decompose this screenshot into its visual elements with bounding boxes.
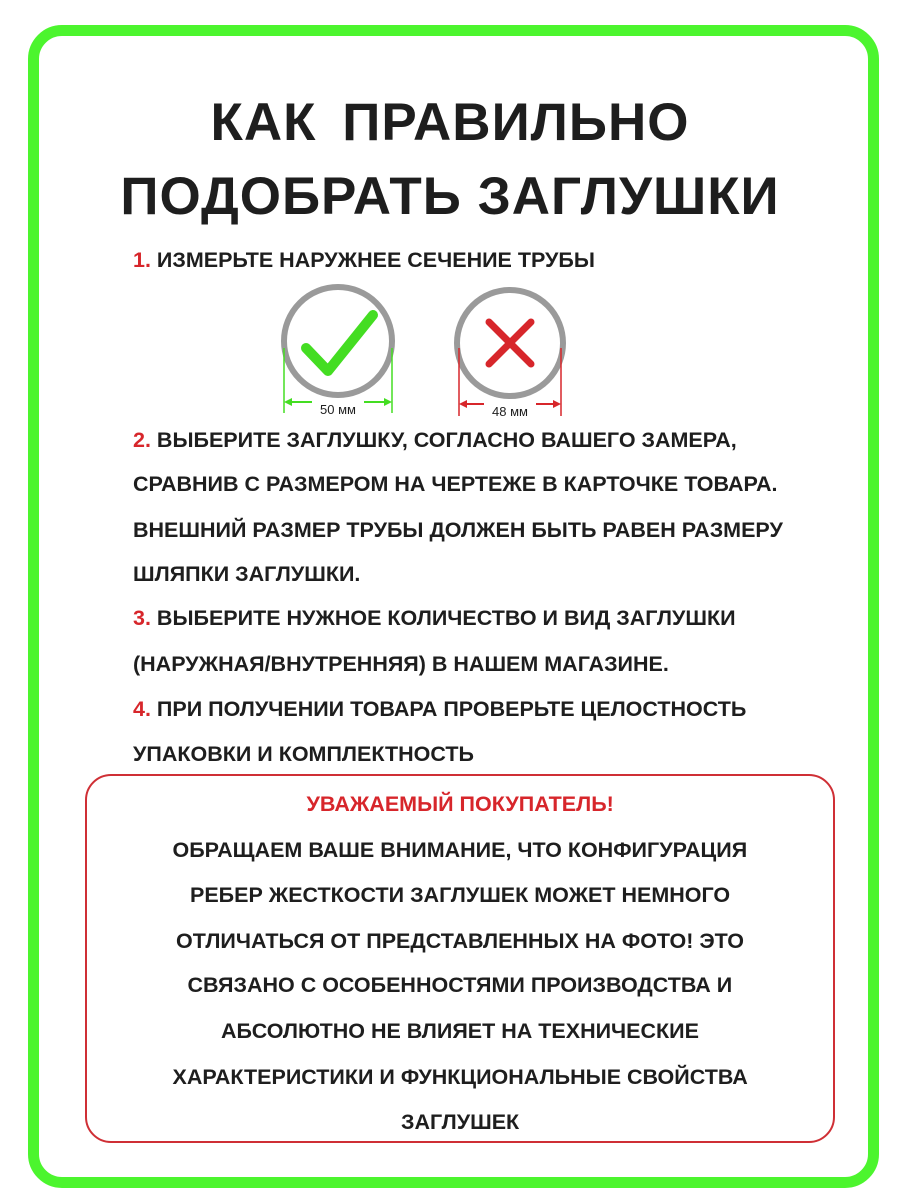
- step-4-number: 4.: [133, 697, 151, 721]
- step-3-line-2: (НАРУЖНАЯ/ВНУТРЕННЯЯ) В НАШЕМ МАГАЗИНЕ.: [133, 652, 669, 676]
- title-line-1: КАК ПРАВИЛЬНО: [210, 93, 690, 152]
- notice-line-2: РЕБЕР ЖЕСТКОСТИ ЗАГЛУШЕК МОЖЕТ НЕМНОГО: [190, 883, 731, 907]
- correct-arrow-right: [384, 398, 392, 406]
- step-2-text-1: ВЫБЕРИТЕ ЗАГЛУШКУ, СОГЛАСНО ВАШЕГО ЗАМЕРА,: [156, 428, 737, 452]
- step-3-line-1: [133, 606, 736, 631]
- check-icon: [306, 315, 373, 371]
- step-2-line-1: [133, 428, 737, 453]
- notice-line-1: ОБРАЩАЕМ ВАШЕ ВНИМАНИЕ, ЧТО КОНФИГУРАЦИЯ: [172, 838, 748, 862]
- step-3-text-1: ВЫБЕРИТЕ НУЖНОЕ КОЛИЧЕСТВО И ВИД ЗАГЛУШКИ: [156, 606, 736, 630]
- measurement-diagram: [270, 278, 580, 428]
- correct-size-label: 50 мм: [320, 402, 356, 417]
- step-3-number: 3.: [133, 606, 151, 630]
- step-2-line-2: СРАВНИВ С РАЗМЕРОМ НА ЧЕРТЕЖЕ В КАРТОЧКЕ ТОВАРА.: [133, 472, 778, 496]
- notice-line-6: ХАРАКТЕРИСТИКИ И ФУНКЦИОНАЛЬНЫЕ СВОЙСТВА: [172, 1065, 748, 1089]
- correct-pipe-ring: [284, 287, 392, 395]
- step-2-line-4: ШЛЯПКИ ЗАГЛУШКИ.: [133, 562, 361, 586]
- step-4-line-2: УПАКОВКИ И КОМПЛЕКТНОСТЬ: [133, 742, 474, 766]
- step-1-number: 1.: [133, 248, 151, 272]
- step-4-text-1: ПРИ ПОЛУЧЕНИИ ТОВАРА ПРОВЕРЬТЕ ЦЕЛОСТНОСТЬ: [156, 697, 747, 721]
- notice-line-3: ОТЛИЧАТЬСЯ ОТ ПРЕДСТАВЛЕННЫХ НА ФОТО! ЭТО: [176, 929, 745, 953]
- wrong-arrow-right: [553, 400, 561, 408]
- notice-line-7: ЗАГЛУШЕК: [401, 1110, 520, 1134]
- step-2-number: 2.: [133, 428, 151, 452]
- notice-line-4: СВЯЗАНО С ОСОБЕННОСТЯМИ ПРОИЗВОДСТВА И: [187, 973, 733, 997]
- wrong-arrow-left: [459, 400, 467, 408]
- notice-line-5: АБСОЛЮТНО НЕ ВЛИЯЕТ НА ТЕХНИЧЕСКИЕ: [221, 1019, 699, 1043]
- step-2-line-3: ВНЕШНИЙ РАЗМЕР ТРУБЫ ДОЛЖЕН БЫТЬ РАВЕН РАЗМЕРУ: [133, 518, 783, 542]
- wrong-size-label: 48 мм: [492, 404, 528, 419]
- step-1-line-1: [133, 248, 595, 273]
- correct-arrow-left: [284, 398, 292, 406]
- step-1-text: ИЗМЕРЬТЕ НАРУЖНЕЕ СЕЧЕНИЕ ТРУБЫ: [156, 248, 595, 272]
- notice-heading: УВАЖАЕМЫЙ ПОКУПАТЕЛЬ!: [306, 792, 614, 816]
- cross-icon: [489, 322, 531, 364]
- step-4-line-1: [133, 697, 746, 722]
- measurement-diagram-svg: [270, 278, 580, 428]
- title-line-2: ПОДОБРАТЬ ЗАГЛУШКИ: [120, 167, 780, 226]
